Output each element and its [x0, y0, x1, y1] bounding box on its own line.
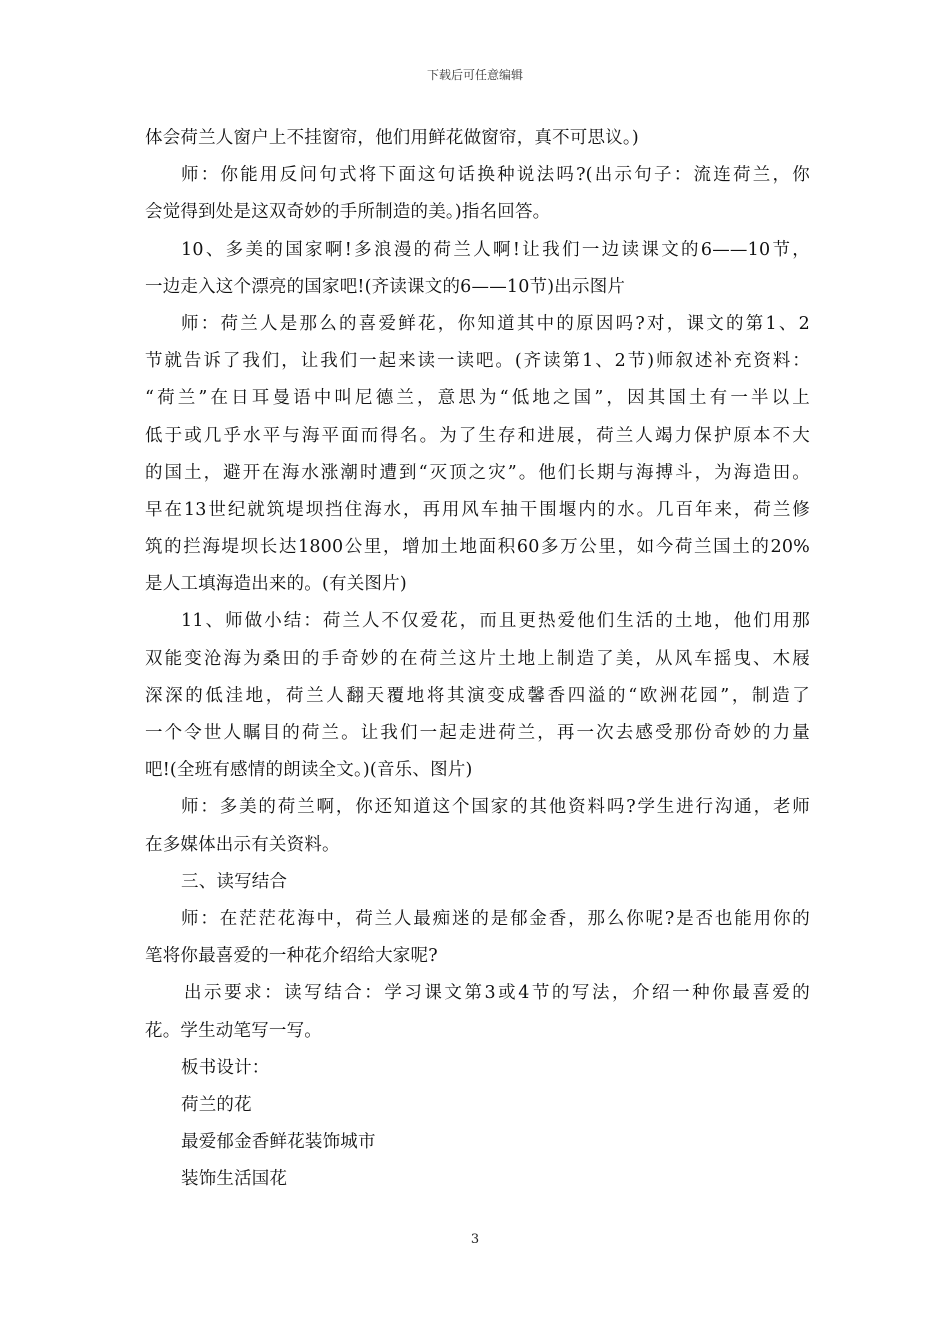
body-line: 三、读写结合: [181, 871, 288, 892]
body-line: 一个令世人瞩目的荷兰。让我们一起走进荷兰，再一次去感受那份奇妙的力量: [145, 723, 810, 743]
body-line: 的国土，避开在海水涨潮时遭到“灭顶之灾”。他们长期与海搏斗，为海造田。: [145, 462, 810, 483]
body-line: 一边走入这个漂亮的国家吧!(齐读课文的6——10节)出示图片: [145, 276, 626, 297]
body-line: 10、多美的国家啊!多浪漫的荷兰人啊!让我们一边读课文的6——10节，: [181, 239, 810, 260]
body-line: 体会荷兰人窗户上不挂窗帘，他们用鲜花做窗帘，真不可思议。): [145, 128, 639, 148]
body-line: 板书设计：: [181, 1057, 270, 1078]
page-header: 下载后可任意编辑: [426, 68, 523, 82]
body-line: 师：你能用反问句式将下面这句话换种说法吗?(出示句子：流连荷兰，你: [181, 165, 810, 186]
body-line: 深深的低洼地，荷兰人翻天覆地将其演变成馨香四溢的“欧洲花园”，制造了: [145, 685, 810, 706]
body-line: 在多媒体出示有关资料。: [145, 834, 340, 855]
body-line: 花。学生动笔写一写。: [145, 1020, 322, 1041]
body-line: 早在13世纪就筑堤坝挡住海水，再用风车抽干围堰内的水。几百年来，荷兰修: [145, 499, 810, 520]
body-line: 会觉得到处是这双奇妙的手所制造的美。)指名回答。: [145, 202, 551, 223]
document-body: [145, 120, 810, 1198]
body-line: 双能变沧海为桑田的手奇妙的在荷兰这片土地上制造了美，从风车摇曳、木屐: [145, 648, 810, 669]
body-line: 装饰生活国花: [181, 1169, 288, 1190]
body-line: “荷兰”在日耳曼语中叫尼德兰，意思为“低地之国”，因其国土有一半以上: [145, 388, 810, 409]
body-line: 荷兰的花: [181, 1094, 252, 1115]
body-line: 筑的拦海堤坝长达1800公里，增加土地面积60多万公里，如今荷兰国土的20%: [145, 537, 810, 558]
body-line: 是人工填海造出来的。(有关图片): [145, 574, 407, 595]
body-line: 师：多美的荷兰啊，你还知道这个国家的其他资料吗?学生进行沟通，老师: [181, 797, 810, 818]
body-line: 吧!(全班有感情的朗读全文。)(音乐、图片): [145, 760, 473, 781]
body-line: 出示要求：读写结合：学习课文第3或4节的写法，介绍一种你最喜爱的: [184, 983, 810, 1004]
body-line: 11、师做小结：荷兰人不仅爱花，而且更热爱他们生活的土地，他们用那: [181, 611, 810, 632]
body-line: 笔将你最喜爱的一种花介绍给大家呢?: [145, 946, 438, 967]
page-number: 3: [470, 1232, 480, 1247]
body-line: 师：在茫茫花海中，荷兰人最痴迷的是郁金香，那么你呢?是否也能用你的: [181, 908, 810, 929]
body-line: 节就告诉了我们，让我们一起来读一读吧。(齐读第1、2节)师叙述补充资料：: [145, 351, 810, 372]
body-line: 最爱郁金香鲜花装饰城市: [181, 1132, 376, 1153]
body-line: 师：荷兰人是那么的喜爱鲜花，你知道其中的原因吗?对，课文的第1、2: [181, 313, 810, 334]
body-line: 低于或几乎水平与海平面而得名。为了生存和进展，荷兰人竭力保护原本不大: [145, 425, 810, 446]
